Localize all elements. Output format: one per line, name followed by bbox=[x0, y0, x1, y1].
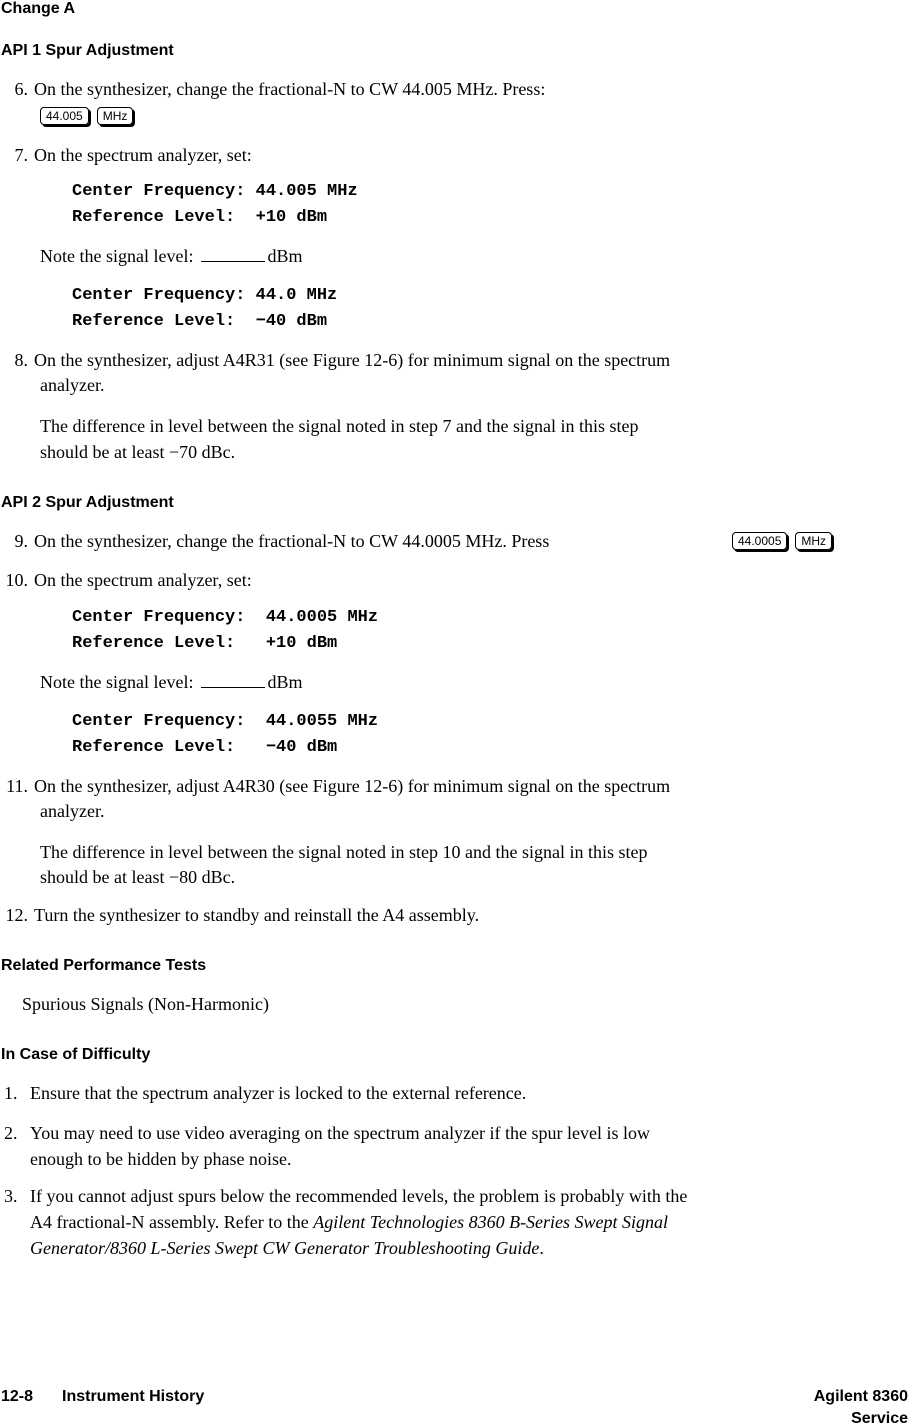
item-text-cont: Generator/8360 L-Series Swept CW Generator Troubleshooting Guide. bbox=[30, 1238, 544, 1258]
step-text: On the synthesizer, adjust A4R30 (see Figure 12-6) for minimum signal on the spectrum bbox=[34, 776, 671, 796]
change-label: Change A bbox=[1, 0, 76, 17]
item-text: If you cannot adjust spurs below the recommended levels, the problem is probably with the bbox=[30, 1186, 688, 1206]
difficulty-item-1 bbox=[4, 1083, 527, 1103]
difference-note-cont: should be at least −70 dBc. bbox=[40, 442, 236, 462]
key-mhz[interactable]: MHz bbox=[97, 107, 134, 125]
footer-manual: Service bbox=[851, 1410, 908, 1427]
step-text-cont: analyzer. bbox=[40, 375, 105, 395]
item-text-cont: enough to be hidden by phase noise. bbox=[30, 1149, 292, 1169]
step-number: 12. bbox=[5, 905, 28, 925]
step-6 bbox=[4, 79, 545, 99]
step-text: Turn the synthesizer to standby and reinstall the A4 assembly. bbox=[34, 905, 480, 925]
note-signal-level: Note the signal level: dBm bbox=[40, 672, 303, 692]
setting-reference-level: Reference Level: +10 dBm bbox=[72, 208, 328, 227]
setting-center-frequency: Center Frequency: 44.005 MHz bbox=[72, 182, 358, 201]
setting-center-frequency: Center Frequency: 44.0005 MHz bbox=[72, 608, 379, 627]
signal-level-blank bbox=[201, 247, 265, 262]
step-text-cont: analyzer. bbox=[40, 801, 105, 821]
setting-reference-level: Reference Level: +10 dBm bbox=[72, 634, 338, 653]
key-sequence bbox=[732, 532, 840, 550]
item-number: 3. bbox=[4, 1186, 18, 1206]
signal-level-blank bbox=[201, 673, 265, 688]
step-text: On the synthesizer, change the fractional-N to CW 44.0005 MHz. Press bbox=[34, 531, 550, 551]
section-heading-api1: API 1 Spur Adjustment bbox=[1, 42, 174, 59]
step-text: On the synthesizer, change the fractional-N to CW 44.005 MHz. Press: bbox=[34, 79, 546, 99]
setting-reference-level: Reference Level: −40 dBm bbox=[72, 312, 328, 331]
step-12 bbox=[4, 905, 479, 925]
setting-center-frequency: Center Frequency: 44.0055 MHz bbox=[72, 712, 379, 731]
related-test-item: Spurious Signals (Non-Harmonic) bbox=[22, 994, 269, 1014]
difficulty-heading: In Case of Difficulty bbox=[1, 1046, 151, 1063]
key-sequence bbox=[40, 107, 141, 125]
step-number: 8. bbox=[14, 350, 28, 370]
section-heading-api2: API 2 Spur Adjustment bbox=[1, 494, 174, 511]
item-text-cont: A4 fractional-N assembly. Refer to the Agilent Technologies 8360 B-Series Swept Signal bbox=[30, 1212, 669, 1232]
step-text: On the spectrum analyzer, set: bbox=[34, 145, 252, 165]
footer-chapter: Instrument History bbox=[62, 1388, 205, 1405]
difficulty-item-3 bbox=[4, 1186, 688, 1206]
guide-title-cont: Generator/8360 L-Series Swept CW Generator Troubleshooting Guide bbox=[30, 1238, 540, 1258]
key-44-005[interactable]: 44.005 bbox=[40, 107, 89, 125]
step-text: On the spectrum analyzer, set: bbox=[34, 570, 252, 590]
step-10 bbox=[4, 570, 252, 590]
note-signal-level: Note the signal level: dBm bbox=[40, 246, 303, 266]
related-tests-heading: Related Performance Tests bbox=[1, 957, 207, 974]
item-text: You may need to use video averaging on the spectrum analyzer if the spur level is low bbox=[30, 1123, 651, 1143]
key-44-0005[interactable]: 44.0005 bbox=[732, 532, 787, 550]
step-number: 9. bbox=[14, 531, 28, 551]
step-9 bbox=[4, 531, 549, 551]
item-text: Ensure that the spectrum analyzer is locked to the external reference. bbox=[30, 1083, 527, 1103]
difference-note: The difference in level between the signal noted in step 7 and the signal in this step bbox=[40, 416, 639, 436]
footer-page-number: 12-8 bbox=[1, 1388, 34, 1405]
step-number: 10. bbox=[5, 570, 28, 590]
step-7 bbox=[4, 145, 252, 165]
step-8 bbox=[4, 350, 670, 370]
step-number: 6. bbox=[14, 79, 28, 99]
item-number: 1. bbox=[4, 1083, 18, 1103]
setting-center-frequency: Center Frequency: 44.0 MHz bbox=[72, 286, 338, 305]
guide-title: Agilent Technologies 8360 B-Series Swept Signal bbox=[313, 1212, 669, 1232]
step-text: On the synthesizer, adjust A4R31 (see Figure 12-6) for minimum signal on the spectrum bbox=[34, 350, 671, 370]
item-number: 2. bbox=[4, 1123, 18, 1143]
step-number: 7. bbox=[14, 145, 28, 165]
key-mhz[interactable]: MHz bbox=[795, 532, 832, 550]
difficulty-item-2 bbox=[4, 1123, 651, 1143]
step-11 bbox=[4, 776, 670, 796]
footer-brand: Agilent 8360 bbox=[813, 1388, 908, 1405]
step-number: 11. bbox=[6, 776, 28, 796]
setting-reference-level: Reference Level: −40 dBm bbox=[72, 738, 338, 757]
difference-note-cont: should be at least −80 dBc. bbox=[40, 867, 236, 887]
difference-note: The difference in level between the signal noted in step 10 and the signal in this step bbox=[40, 842, 648, 862]
